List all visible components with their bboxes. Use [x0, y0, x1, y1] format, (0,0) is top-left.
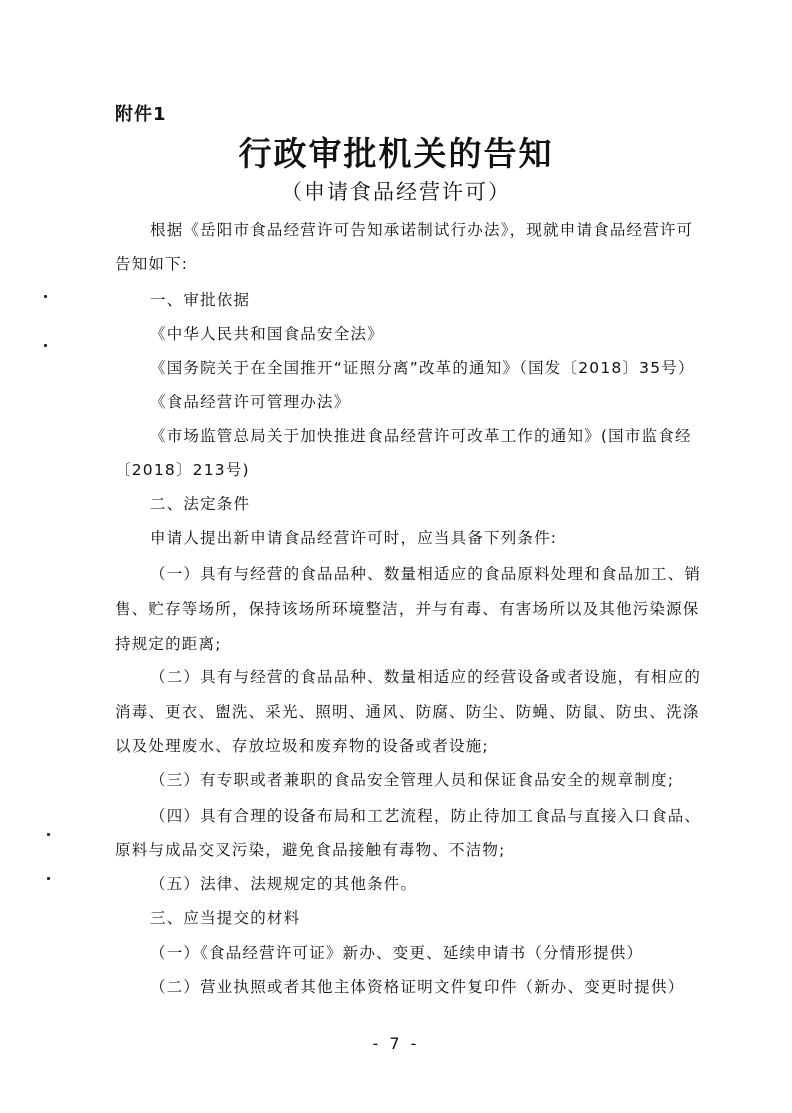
- basis-item: 〔2018〕213号): [115, 461, 250, 479]
- condition-item: 消毒、更衣、盥洗、采光、照明、通风、防腐、防尘、防蝇、防鼠、防虫、洗涤: [115, 703, 700, 721]
- scan-speck: [44, 295, 47, 298]
- condition-item: （一）具有与经营的食品品种、数量相适应的食品原料处理和食品加工、销: [150, 565, 702, 583]
- material-item: （一）《食品经营许可证》新办、变更、延续申请书（分情形提供）: [150, 944, 644, 962]
- section-heading: 二、法定条件: [150, 495, 251, 513]
- document-title: 行政审批机关的告知: [238, 134, 554, 173]
- basis-item: 《食品经营许可管理办法》: [150, 393, 351, 411]
- material-item: （二）营业执照或者其他主体资格证明文件复印件（新办、变更时提供）: [150, 978, 685, 996]
- basis-item: 《国务院关于在全国推开“证照分离”改革的通知》（国发〔2018〕35号）: [150, 359, 695, 377]
- scan-speck: [47, 877, 50, 880]
- condition-item: （四）具有合理的设备布局和工艺流程，防止待加工食品与直接入口食品、: [150, 807, 702, 825]
- condition-item: （三）有专职或者兼职的食品安全管理人员和保证食品安全的规章制度;: [150, 771, 675, 789]
- condition-item: 以及处理废水、存放垃圾和废弃物的设备或者设施;: [115, 737, 489, 755]
- section-heading: 三、应当提交的材料: [150, 909, 301, 927]
- intro-text: 根据《岳阳市食品经营许可告知承诺制试行办法》，现就申请食品经营许可: [150, 221, 694, 239]
- condition-item: 原料与成品交叉污染，避免食品接触有毒物、不洁物;: [115, 841, 506, 859]
- condition-intro: 申请人提出新申请食品经营许可时，应当具备下列条件:: [150, 529, 558, 547]
- section-heading: 一、审批依据: [150, 291, 251, 309]
- document-subtitle: （申请食品经营许可）: [281, 180, 511, 204]
- attachment-label: 附件1: [115, 104, 167, 125]
- scan-speck: [44, 344, 47, 347]
- page-number: - 7 -: [372, 1034, 420, 1053]
- intro-text: 告知如下:: [115, 255, 189, 273]
- condition-item: 持规定的距离;: [115, 635, 222, 653]
- basis-item: 《市场监管总局关于加快推进食品经营许可改革工作的通知》(国市监食经: [150, 427, 692, 445]
- basis-item: 《中华人民共和国食品安全法》: [150, 325, 384, 343]
- condition-item: （五）法律、法规规定的其他条件。: [150, 875, 418, 893]
- condition-item: 售、贮存等场所，保持该场所环境整洁，并与有毒、有害场所以及其他污染源保: [115, 600, 700, 618]
- condition-item: （二）具有与经营的食品品种、数量相适应的经营设备或者设施，有相应的: [150, 668, 702, 686]
- scan-speck: [47, 833, 50, 836]
